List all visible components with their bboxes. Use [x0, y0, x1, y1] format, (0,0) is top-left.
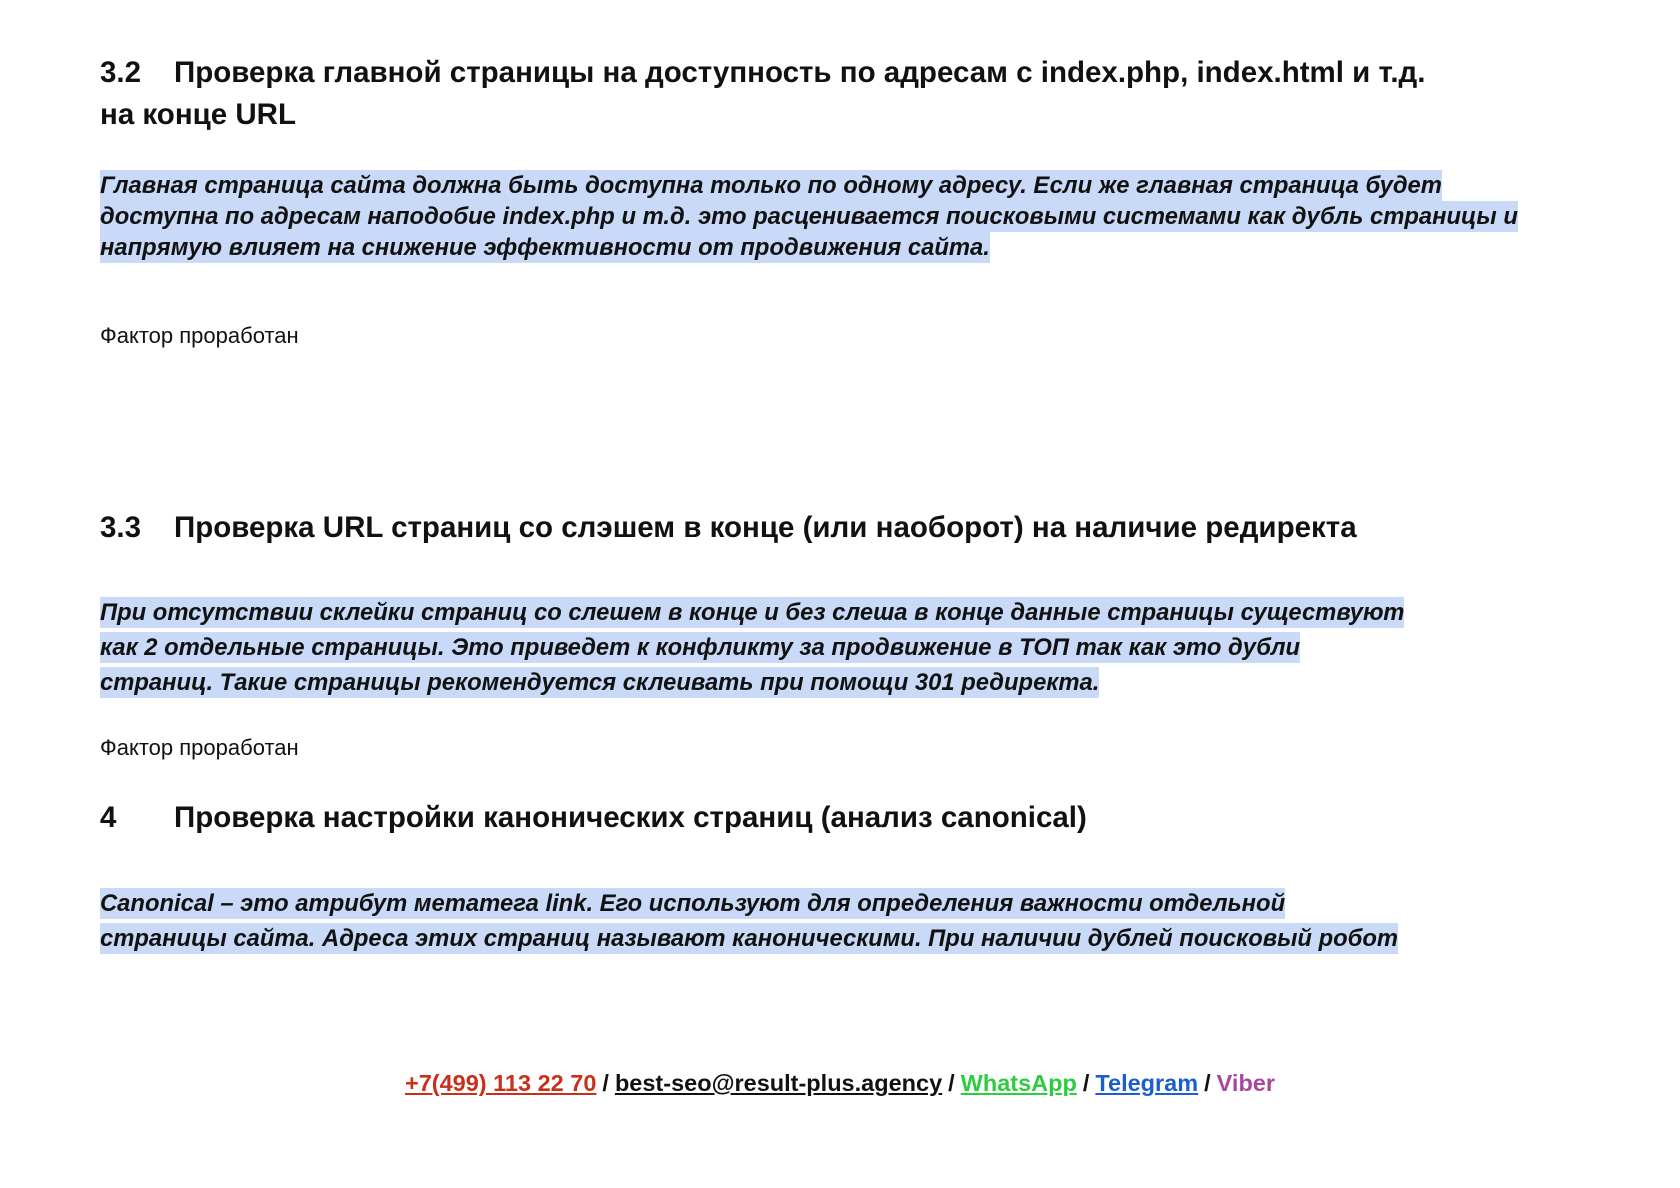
section-3-3-heading — [100, 507, 1580, 549]
footer-contacts — [0, 1066, 1680, 1100]
telegram-link[interactable]: Telegram — [1095, 1070, 1199, 1096]
section-4-description — [100, 886, 1580, 956]
section-3-3-status: Фактор проработан — [100, 735, 299, 760]
section-3-2-heading — [100, 52, 1580, 136]
separator: / — [602, 1070, 609, 1096]
section-number: 3.2 — [100, 56, 142, 89]
description-line: При отсутствии склейки страниц со слешем в конце и без слеша в конце данные страницы существуют — [100, 599, 1405, 626]
viber-link[interactable]: Viber — [1216, 1070, 1276, 1096]
description-line: Canonical – это атрибут метатега link. Его используют для определения важности отдельной — [100, 890, 1286, 917]
section-title-line1: Проверка URL страниц со слэшем в конце (или наоборот) на наличие редиректа — [174, 511, 1357, 544]
email-link[interactable]: best-seo@result-plus.agency — [614, 1070, 943, 1096]
description-line: страницы сайта. Адреса этих страниц называют каноническими. При наличии дублей поисковый робот — [100, 925, 1399, 952]
section-3-3-description — [100, 595, 1580, 700]
section-3-2-status: Фактор проработан — [100, 323, 299, 348]
description-line: Главная страница сайта должна быть доступна только по одному адресу. Если же главная страница будет — [100, 172, 1442, 199]
section-3-2-description — [100, 170, 1580, 263]
separator: / — [948, 1070, 955, 1096]
description-line: доступна по адресам наподобие index.php и т.д. это расценивается поисковыми системами как дубль страницы и — [100, 203, 1518, 230]
section-title-line1: Проверка главной страницы на доступность по адресам с index.php, index.html и т.д. — [174, 56, 1426, 89]
section-title-line1: Проверка настройки канонических страниц (анализ canonical) — [174, 801, 1087, 834]
section-title-line2: на конце URL — [100, 98, 296, 131]
phone-link[interactable]: +7(499) 113 22 70 — [404, 1070, 597, 1096]
section-number: 3.3 — [100, 511, 142, 544]
description-line: страниц. Такие страницы рекомендуется склеивать при помощи 301 редиректа. — [100, 669, 1100, 696]
section-4-heading — [100, 797, 1580, 839]
description-line: напрямую влияет на снижение эффективности от продвижения сайта. — [100, 234, 990, 261]
whatsapp-link[interactable]: WhatsApp — [960, 1070, 1077, 1096]
description-line: как 2 отдельные страницы. Это приведет к конфликту за продвижение в ТОП так как это дубли — [100, 634, 1301, 661]
separator: / — [1204, 1070, 1211, 1096]
separator: / — [1082, 1070, 1090, 1096]
section-number: 4 — [100, 801, 117, 834]
